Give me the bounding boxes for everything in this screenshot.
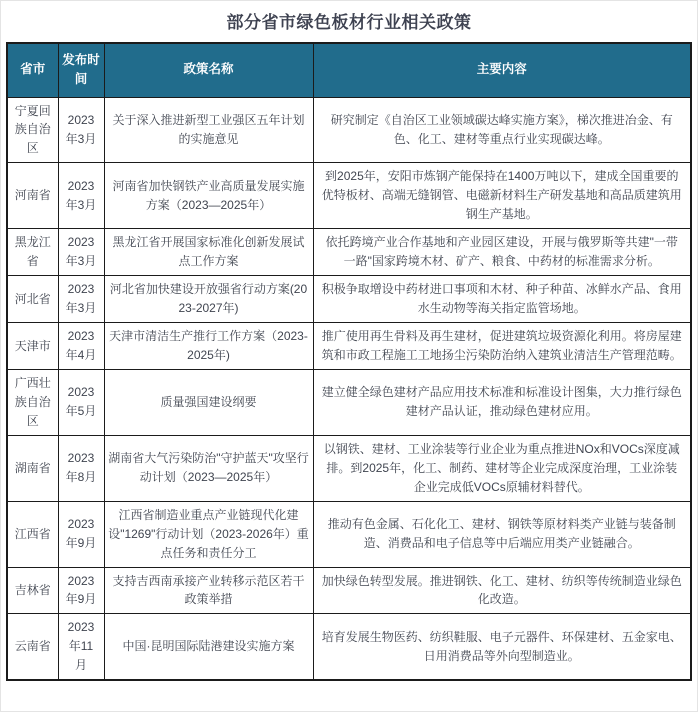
cell-province: 云南省 bbox=[7, 614, 58, 680]
cell-main-content: 推动有色金属、石化化工、建材、钢铁等原材料类产业链与装备制造、消费品和电子信息等中后端应用类产业链融合。 bbox=[313, 501, 691, 567]
cell-main-content: 培育发展生物医药、纺织鞋服、电子元器件、环保建材、五金家电、日用消费品等外向型制造业。 bbox=[313, 614, 691, 680]
cell-policy-name: 关于深入推进新型工业强区五年计划的实施意见 bbox=[104, 97, 313, 163]
cell-policy-name: 支持吉西南承接产业转移示范区若干政策举措 bbox=[104, 567, 313, 614]
cell-province: 黑龙江省 bbox=[7, 229, 58, 276]
table-row bbox=[7, 97, 691, 163]
header-row bbox=[7, 43, 691, 97]
cell-policy-name: 中国·昆明国际陆港建设实施方案 bbox=[104, 614, 313, 680]
table-row bbox=[7, 369, 691, 435]
cell-province: 吉林省 bbox=[7, 567, 58, 614]
table-body bbox=[7, 97, 691, 680]
cell-main-content: 积极争取增设中药材进口事项和木材、种子种苗、冰鲜水产品、食用水生动物等海关指定监管场地。 bbox=[313, 276, 691, 323]
cell-main-content: 研究制定《自治区工业领域碳达峰实施方案》，梯次推进冶金、有色、化工、建材等重点行业实现碳达峰。 bbox=[313, 97, 691, 163]
cell-policy-name: 湖南省大气污染防治"守护蓝天"攻坚行动计划（2023—2025年） bbox=[104, 435, 313, 501]
cell-province: 宁夏回族自治区 bbox=[7, 97, 58, 163]
cell-publish-date: 2023年3月 bbox=[58, 276, 104, 323]
cell-province: 河北省 bbox=[7, 276, 58, 323]
header-province: 省市 bbox=[7, 43, 58, 97]
table-row bbox=[7, 323, 691, 370]
cell-publish-date: 2023年11月 bbox=[58, 614, 104, 680]
header-policy-name: 政策名称 bbox=[104, 43, 313, 97]
cell-publish-date: 2023年9月 bbox=[58, 501, 104, 567]
cell-publish-date: 2023年3月 bbox=[58, 229, 104, 276]
table-row bbox=[7, 501, 691, 567]
cell-policy-name: 天津市清洁生产推行工作方案（2023-2025年) bbox=[104, 323, 313, 370]
cell-policy-name: 黑龙江省开展国家标准化创新发展试点工作方案 bbox=[104, 229, 313, 276]
cell-main-content: 推广使用再生骨料及再生建材，促进建筑垃圾资源化利用。将房屋建筑和市政工程施工工地扬尘污染防治纳入建筑业清洁生产管理范畴。 bbox=[313, 323, 691, 370]
table-row bbox=[7, 567, 691, 614]
cell-province: 江西省 bbox=[7, 501, 58, 567]
cell-publish-date: 2023年4月 bbox=[58, 323, 104, 370]
header-main-content: 主要内容 bbox=[313, 43, 691, 97]
policy-table bbox=[6, 42, 692, 681]
cell-publish-date: 2023年5月 bbox=[58, 369, 104, 435]
table-header bbox=[7, 43, 691, 97]
cell-policy-name: 河北省加快建设开放强省行动方案(2023-2027年) bbox=[104, 276, 313, 323]
cell-province: 天津市 bbox=[7, 323, 58, 370]
table-row bbox=[7, 614, 691, 680]
table-row bbox=[7, 276, 691, 323]
cell-publish-date: 2023年9月 bbox=[58, 567, 104, 614]
cell-publish-date: 2023年8月 bbox=[58, 435, 104, 501]
cell-main-content: 加快绿色转型发展。推进钢铁、化工、建材、纺织等传统制造业绿色化改造。 bbox=[313, 567, 691, 614]
cell-policy-name: 江西省制造业重点产业链现代化建设"1269"行动计划（2023-2026年）重点任务和责任分工 bbox=[104, 501, 313, 567]
cell-province: 广西壮族自治区 bbox=[7, 369, 58, 435]
table-row bbox=[7, 435, 691, 501]
cell-main-content: 以钢铁、建材、工业涂装等行业企业为重点推进NOx和VOCs深度减排。到2025年，化工、制药、建材等企业完成深度治理，工业涂装企业完成低VOCs原辅材料替代。 bbox=[313, 435, 691, 501]
cell-main-content: 依托跨境产业合作基地和产业园区建设，开展与俄罗斯等共建"一带一路"国家跨境木材、矿产、粮食、中药材的标准需求分析。 bbox=[313, 229, 691, 276]
table-row bbox=[7, 229, 691, 276]
cell-publish-date: 2023年3月 bbox=[58, 97, 104, 163]
cell-main-content: 到2025年，安阳市炼钢产能保持在1400万吨以下，建成全国重要的优特板材、高端无缝钢管、电磁新材料生产研发基地和高品质建筑用钢生产基地。 bbox=[313, 163, 691, 229]
table-row bbox=[7, 163, 691, 229]
cell-province: 湖南省 bbox=[7, 435, 58, 501]
page-title: 部分省市绿色板材行业相关政策 bbox=[226, 13, 472, 32]
cell-policy-name: 质量强国建设纲要 bbox=[104, 369, 313, 435]
header-date: 发布时间 bbox=[58, 43, 104, 97]
cell-publish-date: 2023年3月 bbox=[58, 163, 104, 229]
cell-policy-name: 河南省加快钢铁产业高质量发展实施方案（2023—2025年） bbox=[104, 163, 313, 229]
cell-main-content: 建立健全绿色建材产品应用技术标准和标准设计图集，大力推行绿色建材产品认证，推动绿色建材应用。 bbox=[313, 369, 691, 435]
cell-province: 河南省 bbox=[7, 163, 58, 229]
